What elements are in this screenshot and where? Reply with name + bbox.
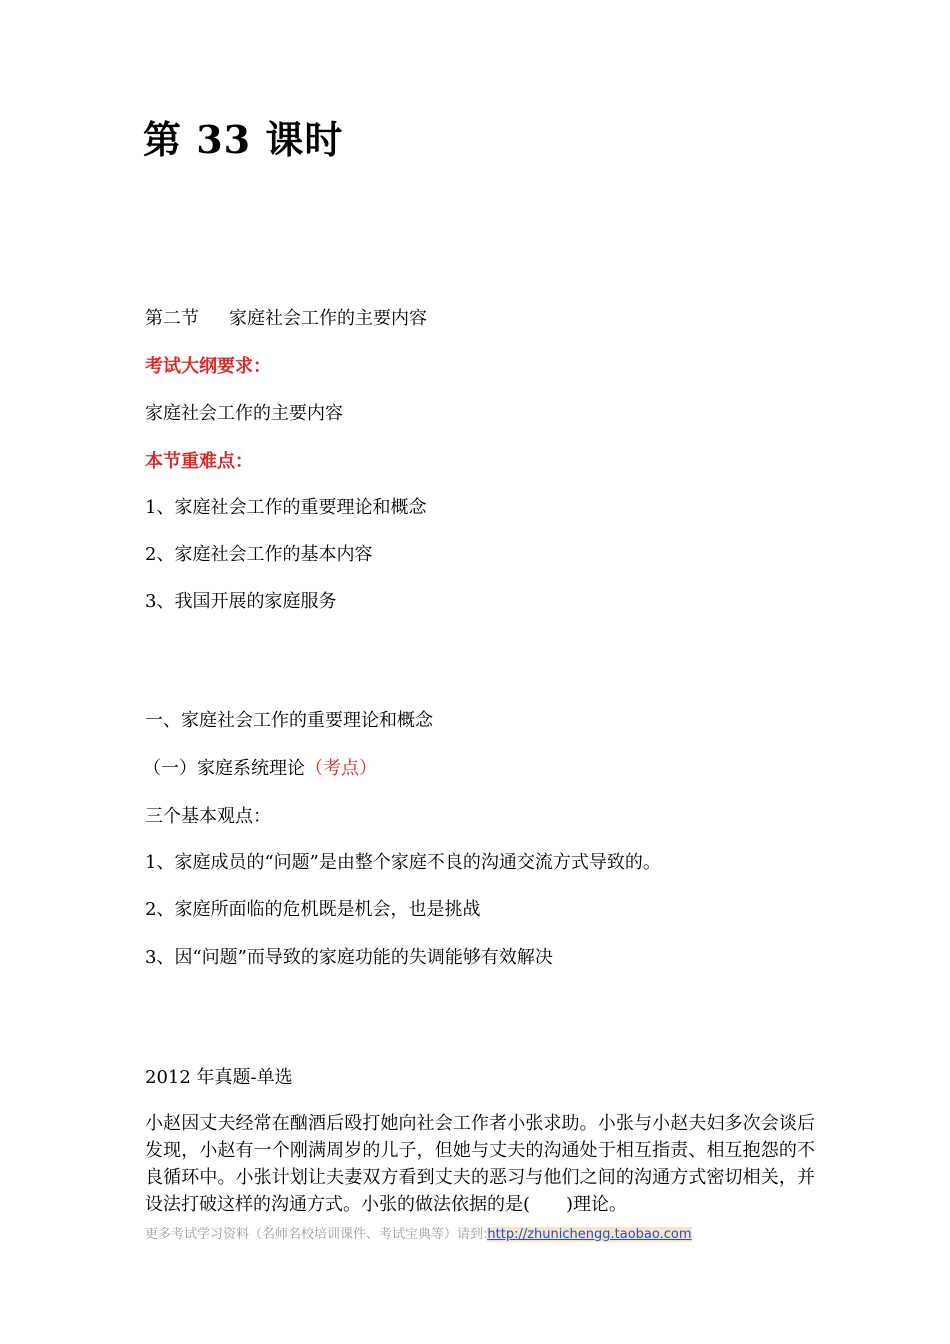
views-label: 三个基本观点： [145,806,271,827]
key-point-item: 3、我国开展的家庭服务 [145,591,337,612]
key-point-item: 1、家庭社会工作的重要理论和概念 [145,497,427,518]
sub-heading [143,757,377,781]
question-label: 2012 年真题-单选 [145,1067,293,1088]
key-points-label: 本节重难点： [145,451,253,472]
section-heading [145,307,427,331]
view-item: 2、家庭所面临的危机既是机会，也是挑战 [145,899,481,920]
lesson-title: 第 33 课时 [143,117,344,162]
section-title: 家庭社会工作的主要内容 [229,308,427,329]
sub-heading-text: （一）家庭系统理论 [143,758,305,779]
exam-requirements-label: 考试大纲要求： [145,356,271,377]
footer-link[interactable]: http://zhunichengg.taobao.com [487,1227,692,1242]
view-item: 1、家庭成员的“问题”是由整个家庭不良的沟通交流方式导致的。 [145,852,661,873]
question-text: 小赵因丈夫经常在酗酒后殴打她向社会工作者小张求助。小张与小赵夫妇多次会谈后发现，小赵有一个刚满周岁的儿子，但她与丈夫的沟通处于相互指责、相互抱怨的不良循环中。小张计划让夫妻双方看到丈夫的恶习与他们之间的沟通方式密切相关，并设法打破这样的沟通方式。小张的做法依据的是( )理论。 [145,1113,815,1215]
footer-text: 更多考试学习资料（名师名校培训课件、考试宝典等）请到: [145,1227,488,1242]
view-item: 3、因“问题”而导致的家庭功能的失调能够有效解决 [145,947,553,968]
section-label: 第二节 [145,308,199,329]
footer-note [145,1226,692,1244]
exam-point-tag: （考点） [305,758,377,779]
exam-requirements-text: 家庭社会工作的主要内容 [145,403,343,424]
key-point-item: 2、家庭社会工作的基本内容 [145,544,373,565]
part-one-heading: 一、家庭社会工作的重要理论和概念 [145,710,433,731]
